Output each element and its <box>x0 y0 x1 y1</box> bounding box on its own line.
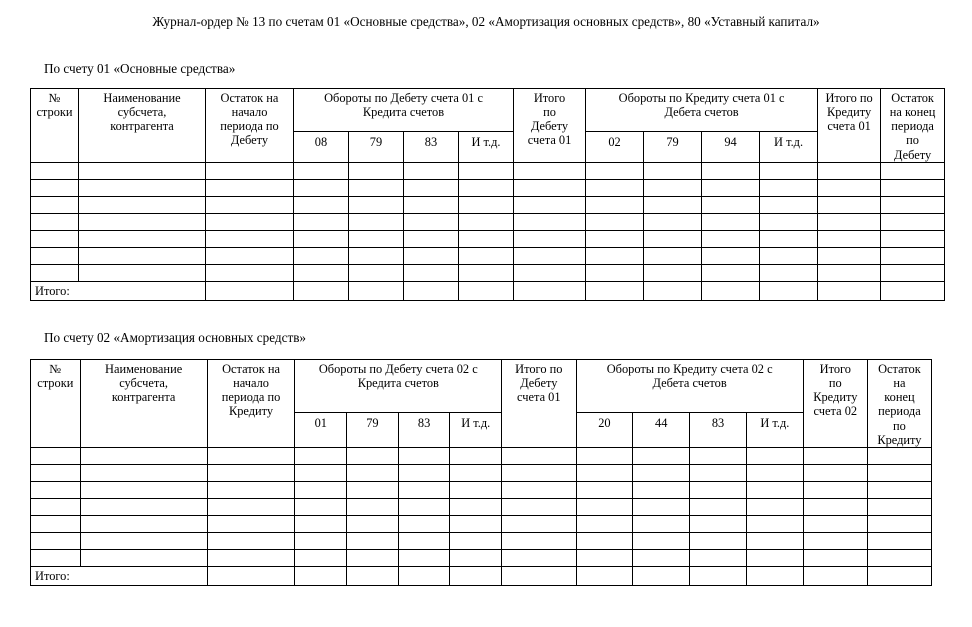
journal-order-table-account-01 <box>30 88 945 301</box>
table-cell[interactable] <box>586 179 644 196</box>
table-cell[interactable] <box>206 162 294 179</box>
table-cell[interactable] <box>398 447 450 464</box>
table-cell[interactable] <box>347 464 399 481</box>
table-cell[interactable] <box>633 515 690 532</box>
table-cell[interactable] <box>206 264 294 281</box>
table-cell[interactable] <box>79 213 206 230</box>
table-cell[interactable] <box>576 532 633 549</box>
table-cell[interactable] <box>690 481 747 498</box>
col-header-opening-balance: Остаток на начало периода по Кредиту <box>207 360 295 448</box>
table-cell[interactable] <box>80 515 207 532</box>
table-cell[interactable] <box>760 213 818 230</box>
table-cell[interactable] <box>502 532 576 549</box>
table-cell[interactable] <box>760 264 818 281</box>
table-cell[interactable] <box>881 196 945 213</box>
total-cell[interactable] <box>207 566 295 585</box>
col-header-debit-turnover-group: Обороты по Дебету счета 01 с Кредита счетов <box>294 89 514 132</box>
page-title: Журнал-ордер № 13 по счетам 01 «Основные средства», 02 «Амортизация основных средств», 80 «Уставный капитал» <box>152 14 820 29</box>
table-cell[interactable] <box>803 532 867 549</box>
table-cell[interactable] <box>31 213 79 230</box>
table-cell[interactable] <box>206 179 294 196</box>
table-cell[interactable] <box>586 162 644 179</box>
col-header-opening-balance: Остаток на начало периода по Дебету <box>206 89 294 163</box>
table-cell[interactable] <box>207 498 295 515</box>
table-row <box>31 196 945 213</box>
table-cell[interactable] <box>586 247 644 264</box>
table-cell[interactable] <box>398 498 450 515</box>
table-cell[interactable] <box>404 230 459 247</box>
table-cell[interactable] <box>450 447 502 464</box>
table-cell[interactable] <box>207 481 295 498</box>
total-cell[interactable] <box>294 281 349 300</box>
table-footer <box>31 281 945 300</box>
table-header <box>31 89 945 163</box>
table-cell[interactable] <box>80 464 207 481</box>
total-cell[interactable] <box>746 566 803 585</box>
table-cell[interactable] <box>803 464 867 481</box>
table-row-total <box>31 281 945 300</box>
table-cell[interactable] <box>702 179 760 196</box>
table-cell[interactable] <box>867 515 931 532</box>
table-cell[interactable] <box>31 230 79 247</box>
total-cell[interactable] <box>206 281 294 300</box>
table-cell[interactable] <box>586 264 644 281</box>
table-cell[interactable] <box>502 481 576 498</box>
table-cell[interactable] <box>207 549 295 566</box>
table-cell[interactable] <box>206 213 294 230</box>
total-cell[interactable] <box>644 281 702 300</box>
table-cell[interactable] <box>760 162 818 179</box>
header-row-group <box>31 360 932 413</box>
table-cell[interactable] <box>398 464 450 481</box>
table-cell[interactable] <box>803 498 867 515</box>
col-header-debit-turnover-group: Обороты по Дебету счета 02 с Кредита счетов <box>295 360 502 413</box>
table-cell[interactable] <box>760 179 818 196</box>
table-cell[interactable] <box>347 549 399 566</box>
table-cell[interactable] <box>702 264 760 281</box>
table-cell[interactable] <box>347 447 399 464</box>
table-cell[interactable] <box>881 230 945 247</box>
col-header-debit-account: 83 <box>398 413 450 448</box>
table-cell[interactable] <box>347 498 399 515</box>
table-cell[interactable] <box>881 213 945 230</box>
table-cell[interactable] <box>803 447 867 464</box>
table-cell[interactable] <box>690 532 747 549</box>
table-cell[interactable] <box>502 515 576 532</box>
table-cell[interactable] <box>459 264 514 281</box>
table-cell[interactable] <box>644 213 702 230</box>
table-cell[interactable] <box>867 464 931 481</box>
table-cell[interactable] <box>746 498 803 515</box>
table-cell[interactable] <box>502 498 576 515</box>
total-cell[interactable] <box>760 281 818 300</box>
table-cell[interactable] <box>79 264 206 281</box>
table-cell[interactable] <box>295 498 347 515</box>
total-cell[interactable] <box>502 566 576 585</box>
table-cell[interactable] <box>80 549 207 566</box>
table-cell[interactable] <box>404 179 459 196</box>
table-cell[interactable] <box>576 515 633 532</box>
table-cell[interactable] <box>818 230 881 247</box>
table-row <box>31 230 945 247</box>
col-header-credit-total: Итого по Кредиту счета 01 <box>818 89 881 163</box>
table-cell[interactable] <box>633 447 690 464</box>
table-cell[interactable] <box>349 162 404 179</box>
total-cell[interactable] <box>514 281 586 300</box>
table-row <box>31 247 945 264</box>
journal-order-table-account-02 <box>30 359 932 586</box>
table-cell[interactable] <box>644 162 702 179</box>
total-cell[interactable] <box>818 281 881 300</box>
col-header-subaccount-name: Наименование субсчета, контрагента <box>80 360 207 448</box>
total-cell[interactable] <box>347 566 399 585</box>
table-header <box>31 360 932 448</box>
table-cell[interactable] <box>576 549 633 566</box>
table-cell[interactable] <box>349 196 404 213</box>
table-cell[interactable] <box>746 515 803 532</box>
table-cell[interactable] <box>31 264 79 281</box>
table-row <box>31 162 945 179</box>
table-cell[interactable] <box>349 213 404 230</box>
table-cell[interactable] <box>803 481 867 498</box>
table-cell[interactable] <box>31 532 81 549</box>
table-cell[interactable] <box>459 179 514 196</box>
col-header-debit-account: И т.д. <box>459 131 514 162</box>
table-cell[interactable] <box>867 532 931 549</box>
total-cell[interactable] <box>450 566 502 585</box>
total-cell[interactable] <box>404 281 459 300</box>
table-row <box>31 481 932 498</box>
col-header-debit-account: 83 <box>404 131 459 162</box>
table-cell[interactable] <box>206 230 294 247</box>
table-cell[interactable] <box>294 162 349 179</box>
table-cell[interactable] <box>760 196 818 213</box>
table-cell[interactable] <box>31 247 79 264</box>
table-cell[interactable] <box>690 515 747 532</box>
table-cell[interactable] <box>502 549 576 566</box>
table-cell[interactable] <box>295 447 347 464</box>
table-cell[interactable] <box>450 549 502 566</box>
total-cell[interactable] <box>295 566 347 585</box>
table-cell[interactable] <box>576 481 633 498</box>
table-cell[interactable] <box>294 196 349 213</box>
table-cell[interactable] <box>818 264 881 281</box>
table-cell[interactable] <box>818 247 881 264</box>
table-cell[interactable] <box>514 230 586 247</box>
table-cell[interactable] <box>347 481 399 498</box>
section-caption-account-02: По счету 02 «Амортизация основных средств» <box>44 330 307 345</box>
table-cell[interactable] <box>80 481 207 498</box>
table-cell[interactable] <box>295 481 347 498</box>
col-header-debit-account: И т.д. <box>450 413 502 448</box>
table-cell[interactable] <box>644 230 702 247</box>
table-cell[interactable] <box>881 264 945 281</box>
table-cell[interactable] <box>644 247 702 264</box>
total-cell[interactable] <box>459 281 514 300</box>
col-header-closing-balance: Остаток на конец периода по Дебету <box>881 89 945 163</box>
table-cell[interactable] <box>206 196 294 213</box>
table-cell[interactable] <box>644 264 702 281</box>
col-header-credit-account: 83 <box>690 413 747 448</box>
table-row <box>31 464 932 481</box>
table-cell[interactable] <box>450 464 502 481</box>
col-header-closing-balance: Остаток на конец периода по Кредиту <box>867 360 931 448</box>
col-header-credit-turnover-group: Обороты по Кредиту счета 01 с Дебета счетов <box>586 89 818 132</box>
table-cell[interactable] <box>690 549 747 566</box>
table-cell[interactable] <box>295 515 347 532</box>
table-cell[interactable] <box>514 162 586 179</box>
header-row-group <box>31 89 945 132</box>
table-cell[interactable] <box>514 196 586 213</box>
table-cell[interactable] <box>404 247 459 264</box>
total-cell[interactable] <box>881 281 945 300</box>
table-row <box>31 179 945 196</box>
col-header-credit-account: 44 <box>633 413 690 448</box>
table-cell[interactable] <box>576 447 633 464</box>
table-cell[interactable] <box>31 515 81 532</box>
table-cell[interactable] <box>207 532 295 549</box>
table-cell[interactable] <box>31 447 81 464</box>
table-cell[interactable] <box>31 549 81 566</box>
table-cell[interactable] <box>459 230 514 247</box>
total-row-label: Итого: <box>31 566 208 585</box>
table-cell[interactable] <box>690 464 747 481</box>
total-cell[interactable] <box>586 281 644 300</box>
table-cell[interactable] <box>586 213 644 230</box>
table-cell[interactable] <box>79 196 206 213</box>
table-cell[interactable] <box>818 179 881 196</box>
table-cell[interactable] <box>450 481 502 498</box>
table-cell[interactable] <box>803 515 867 532</box>
table-cell[interactable] <box>450 498 502 515</box>
col-header-subaccount-name: Наименование субсчета, контрагента <box>79 89 206 163</box>
table-cell[interactable] <box>514 264 586 281</box>
col-header-debit-account: 79 <box>349 131 404 162</box>
table-cell[interactable] <box>702 247 760 264</box>
table-cell[interactable] <box>404 213 459 230</box>
table-body <box>31 447 932 566</box>
col-header-credit-turnover-group: Обороты по Кредиту счета 02 с Дебета счетов <box>576 360 803 413</box>
table-cell[interactable] <box>206 247 294 264</box>
table-cell[interactable] <box>294 230 349 247</box>
table-cell[interactable] <box>294 264 349 281</box>
table-cell[interactable] <box>690 447 747 464</box>
table-cell[interactable] <box>459 247 514 264</box>
total-cell[interactable] <box>349 281 404 300</box>
table-cell[interactable] <box>644 179 702 196</box>
total-cell[interactable] <box>867 566 931 585</box>
table-row <box>31 549 932 566</box>
table-cell[interactable] <box>295 464 347 481</box>
table-cell[interactable] <box>818 196 881 213</box>
table-row <box>31 532 932 549</box>
col-header-row-number: № строки <box>31 360 81 448</box>
table-row-total <box>31 566 932 585</box>
table-cell[interactable] <box>576 464 633 481</box>
table-cell[interactable] <box>881 247 945 264</box>
col-header-credit-total: Итого по Кредиту счета 02 <box>803 360 867 448</box>
table-cell[interactable] <box>80 532 207 549</box>
table-row <box>31 213 945 230</box>
col-header-debit-account: 01 <box>295 413 347 448</box>
col-header-row-number: № строки <box>31 89 79 163</box>
table-cell[interactable] <box>867 498 931 515</box>
table-row <box>31 264 945 281</box>
table-cell[interactable] <box>760 230 818 247</box>
col-header-credit-account: 02 <box>586 131 644 162</box>
table-cell[interactable] <box>803 549 867 566</box>
table-cell[interactable] <box>702 162 760 179</box>
table-cell[interactable] <box>294 213 349 230</box>
table-row <box>31 447 932 464</box>
table-cell[interactable] <box>586 230 644 247</box>
table-cell[interactable] <box>881 162 945 179</box>
table-cell[interactable] <box>881 179 945 196</box>
table-cell[interactable] <box>404 264 459 281</box>
table-cell[interactable] <box>746 532 803 549</box>
table-cell[interactable] <box>349 179 404 196</box>
table-cell[interactable] <box>867 549 931 566</box>
col-header-credit-account: И т.д. <box>746 413 803 448</box>
table-row <box>31 498 932 515</box>
table-cell[interactable] <box>514 213 586 230</box>
table-cell[interactable] <box>294 247 349 264</box>
table-cell[interactable] <box>79 247 206 264</box>
table-cell[interactable] <box>398 515 450 532</box>
table-cell[interactable] <box>349 230 404 247</box>
table-cell[interactable] <box>207 464 295 481</box>
total-cell[interactable] <box>702 281 760 300</box>
table-cell[interactable] <box>80 447 207 464</box>
table-cell[interactable] <box>404 162 459 179</box>
col-header-debit-account: 08 <box>294 131 349 162</box>
total-row-label: Итого: <box>31 281 206 300</box>
table-cell[interactable] <box>349 247 404 264</box>
table-cell[interactable] <box>31 464 81 481</box>
table-cell[interactable] <box>295 549 347 566</box>
table-cell[interactable] <box>347 515 399 532</box>
total-cell[interactable] <box>576 566 633 585</box>
table-cell[interactable] <box>867 447 931 464</box>
table-cell[interactable] <box>502 464 576 481</box>
table-cell[interactable] <box>207 515 295 532</box>
table-cell[interactable] <box>31 162 79 179</box>
section-caption-account-01: По счету 01 «Основные средства» <box>44 61 236 76</box>
table-cell[interactable] <box>576 498 633 515</box>
total-cell[interactable] <box>633 566 690 585</box>
table-cell[interactable] <box>295 532 347 549</box>
table-cell[interactable] <box>702 196 760 213</box>
table-cell[interactable] <box>398 549 450 566</box>
col-header-debit-total: Итого по Дебету счета 01 <box>514 89 586 163</box>
table-cell[interactable] <box>79 230 206 247</box>
table-cell[interactable] <box>31 179 79 196</box>
table-cell[interactable] <box>404 196 459 213</box>
table-cell[interactable] <box>459 162 514 179</box>
table-cell[interactable] <box>349 264 404 281</box>
table-row <box>31 515 932 532</box>
table-cell[interactable] <box>690 498 747 515</box>
table-cell[interactable] <box>702 230 760 247</box>
table-cell[interactable] <box>347 532 399 549</box>
col-header-credit-account: И т.д. <box>760 131 818 162</box>
table-cell[interactable] <box>644 196 702 213</box>
table-cell[interactable] <box>459 196 514 213</box>
table-cell[interactable] <box>633 549 690 566</box>
col-header-credit-account: 79 <box>644 131 702 162</box>
table-cell[interactable] <box>633 498 690 515</box>
table-cell[interactable] <box>398 532 450 549</box>
total-cell[interactable] <box>690 566 747 585</box>
col-header-credit-account: 20 <box>576 413 633 448</box>
table-cell[interactable] <box>867 481 931 498</box>
table-footer <box>31 566 932 585</box>
table-cell[interactable] <box>586 196 644 213</box>
table-cell[interactable] <box>633 464 690 481</box>
table-cell[interactable] <box>450 532 502 549</box>
table-cell[interactable] <box>818 162 881 179</box>
col-header-debit-total: Итого по Дебету счета 01 <box>502 360 576 448</box>
total-cell[interactable] <box>803 566 867 585</box>
table-cell[interactable] <box>818 213 881 230</box>
table-cell[interactable] <box>514 247 586 264</box>
table-cell[interactable] <box>31 481 81 498</box>
table-cell[interactable] <box>294 179 349 196</box>
col-header-debit-account: 79 <box>347 413 399 448</box>
total-cell[interactable] <box>398 566 450 585</box>
table-cell[interactable] <box>760 247 818 264</box>
table-cell[interactable] <box>746 464 803 481</box>
table-cell[interactable] <box>450 515 502 532</box>
table-cell[interactable] <box>746 447 803 464</box>
table-cell[interactable] <box>398 481 450 498</box>
table-cell[interactable] <box>746 481 803 498</box>
table-cell[interactable] <box>502 447 576 464</box>
table-cell[interactable] <box>514 179 586 196</box>
table-cell[interactable] <box>746 549 803 566</box>
table-cell[interactable] <box>79 162 206 179</box>
col-header-credit-account: 94 <box>702 131 760 162</box>
table-cell[interactable] <box>31 498 81 515</box>
table-cell[interactable] <box>702 213 760 230</box>
table-cell[interactable] <box>633 532 690 549</box>
table-cell[interactable] <box>31 196 79 213</box>
table-cell[interactable] <box>459 213 514 230</box>
table-cell[interactable] <box>633 481 690 498</box>
table-cell[interactable] <box>80 498 207 515</box>
table-cell[interactable] <box>79 179 206 196</box>
table-body <box>31 162 945 281</box>
table-cell[interactable] <box>207 447 295 464</box>
